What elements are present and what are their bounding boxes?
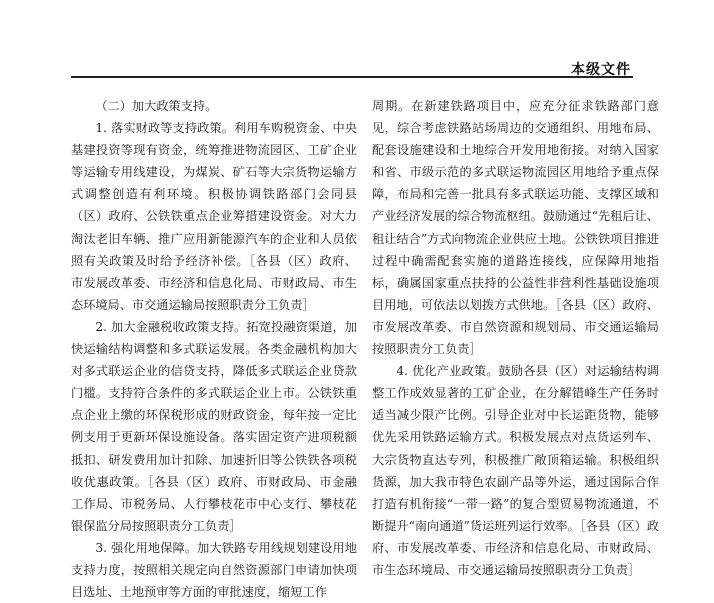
paragraph-land-support-continued: 周期。在新建铁路项目中，应充分征求铁路部门意见，综合考虑铁路站场周边的交通组织、用地布局、配套设施建设和土地综合开发用地衔接。对纳入国家和省、市级示范的多式联运物流园区用地给予重点保障，布局和完善一批具有多式联运功能、支撑区域和产业经济发展的综合物流枢纽。鼓励通过“先租后让、租让结合”方式向物流企业供应土地。公铁铁项目推进过程中确需配套实施的道路连接线，应保障用地指标，确属国家重点扶持的公益性非营利性基础设施项目用地，可依法以划拨方式供地。［各县（区）政府、市发展改革委、市自然资源和规划局、市交通运输局按照职责分工负责］ [372, 99, 659, 357]
section-heading: （二）加大政策支持。 [95, 99, 218, 113]
paragraph-industry-policy: 4. 优化产业政策。鼓励各县（区）对运输结构调整工作成效显著的工矿企业，在分解错峰生产任务时适当减少限产比例。引导企业对中长运距货物，能够优先采用铁路运输方式。积极发展点对点货运列车、大宗货物直达专列，积极推广敞顶箱运输。积极组织货源，加大我市特色农副产品等外运，通过国际合作打造有机衔接“一带一路”的复合型贸易物流通道，不断提升“南向通道”货运班列运行效率。［各县（区）政府、市发展改革委、市经济和信息化局、市财政局、市生态环境局、市交通运输局按照职责分工负责］ [372, 364, 659, 577]
paragraph-tax-support: 2. 加大金融税收政策支持。拓宽投融资渠道，加快运输结构调整和多式联运发展。各类金融机构加大对多式联运企业的信贷支持，降低多式联运企业贷款门槛。支持符合条件的多式联运企业上市。公铁铁重点企业上缴的环保税形成的财政资金，每年按一定比例支用于更新环保设施设备。落实固定资产进项税额抵扣、研发费用加计扣除、加速折旧等公铁铁各项税收优惠政策。［各县（区）政府、市财政局、市金融工作局、市税务局、人行攀枝花市中心支行、攀枝花银保监分局按照职责分工负责］ [71, 319, 357, 533]
left-column [71, 95, 357, 603]
paragraph-finance-support: 1. 落实财政等支持政策。利用车购税资金、中央基建投资等现有资金，统筹推进物流园区、工矿企业等运输专用线建设，为煤炭、矿石等大宗货物运输方式调整创造有利环境。积极协调铁路部门会同县（区）政府、公铁铁重点企业筹措建设资金。对大力淘汰老旧车辆、推广应用新能源汽车的企业和人员依照有关政策及时给予经济补偿。［各县（区）政府、市发展改革委、市经济和信息化局、市财政局、市生态环境局、市交通运输局按照职责分工负责］ [71, 121, 357, 312]
header-divider [71, 76, 633, 78]
right-column [372, 95, 659, 581]
header-title: 本级文件 [571, 62, 631, 78]
paragraph-land-support-start: 3. 强化用地保障。加大铁路专用线规划建设用地支持力度，按照相关规定向自然资源部门申请加快项目选址、土地预审等方面的审批速度，缩短工作 [71, 540, 357, 600]
